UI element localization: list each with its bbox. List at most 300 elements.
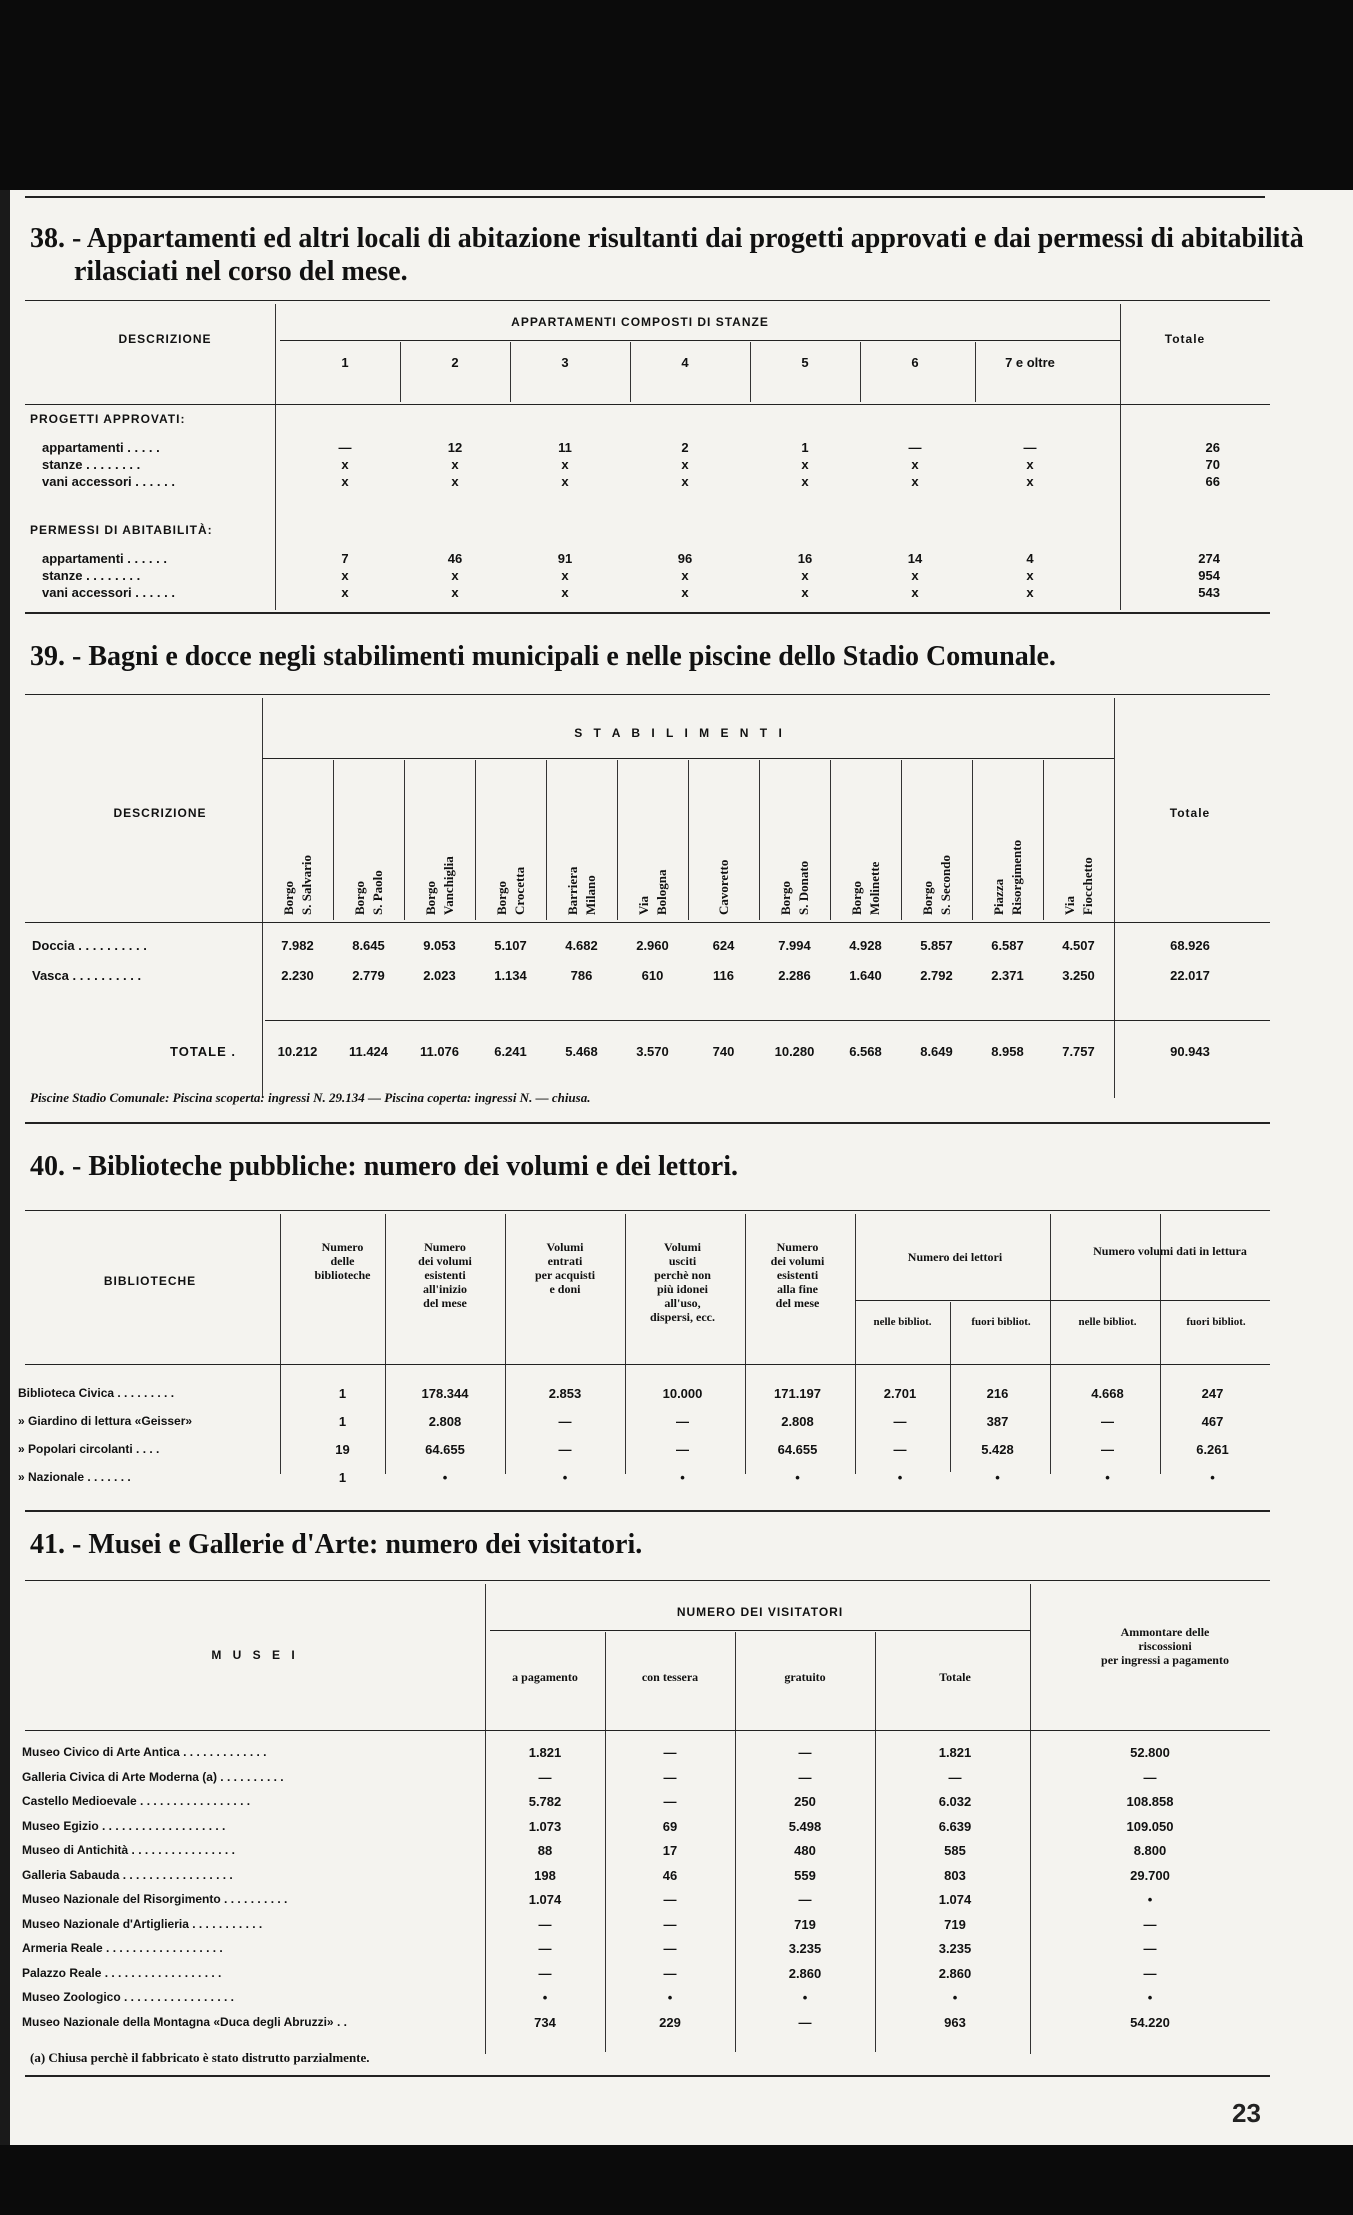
table-cell: x	[911, 474, 919, 489]
table-cell: 2.023	[423, 968, 456, 983]
volumes-lent-header: Numero volumi dati in lettura	[1093, 1244, 1247, 1258]
column-header-line: delle	[330, 1254, 355, 1268]
table-cell: 52.800	[1130, 1745, 1170, 1760]
table-cell: 5.498	[788, 1818, 822, 1834]
column-divider	[605, 1632, 606, 2052]
museums-header: M U S E I	[211, 1648, 299, 1662]
table-cell: —	[663, 1794, 677, 1809]
table-cell: 4.928	[849, 938, 882, 953]
column-header	[510, 1240, 620, 1296]
table-cell: 1.074	[528, 1892, 562, 1907]
table-cell: 2.286	[778, 968, 811, 983]
table-cell: •	[680, 1470, 685, 1485]
column-header-line: dei volumi	[418, 1254, 472, 1268]
table-cell: 12	[447, 440, 463, 455]
column-header	[688, 770, 759, 915]
table-cell: 2.808	[781, 1414, 814, 1429]
table-cell: 2	[681, 440, 689, 455]
column-header	[901, 770, 972, 915]
subheader-rule	[490, 1630, 1030, 1631]
column-divider	[1050, 1214, 1051, 1474]
section-38-bottom-rule	[25, 612, 1270, 614]
group-label: PERMESSI DI ABITABILITÀ:	[30, 523, 213, 537]
table-cell: 2.853	[548, 1386, 582, 1401]
total-cell: 954	[1198, 568, 1220, 583]
table-cell: x	[341, 457, 349, 472]
subheader-rule	[262, 758, 1114, 759]
table-cell: 16	[797, 551, 813, 566]
row-label: vani accessori . . . . . .	[42, 585, 175, 600]
section-39-header-rule	[25, 694, 1270, 695]
section-41-body-rule	[25, 1730, 1270, 1731]
table-cell: x	[451, 457, 459, 472]
column-header-line: Numero	[321, 1240, 364, 1254]
table-cell: 69	[662, 1818, 678, 1834]
column-header-line: Cavoretto	[715, 859, 731, 915]
section-39-note: Piscine Stadio Comunale: Piscina scoperta: ingressi N. 29.134 — Piscina coperta: ingressi N. — chiusa.	[30, 1090, 591, 1105]
row-label: Museo Zoologico . . . . . . . . . . . . . . . . .	[22, 1990, 235, 2004]
amount-header-line: per ingressi a pagamento	[1101, 1653, 1229, 1667]
row-label: Doccia . . . . . . . . . .	[32, 938, 147, 953]
column-header	[390, 1240, 500, 1310]
totals-cell: 5.468	[565, 1044, 598, 1059]
row-label: » Giardino di lettura «Geisser»	[18, 1414, 193, 1428]
row-label: » Popolari circolanti . . . .	[18, 1442, 160, 1456]
table-cell: x	[681, 568, 689, 583]
row-label: Museo Nazionale d'Artiglieria . . . . . . . . . . .	[22, 1916, 263, 1931]
column-header-line: Risorgimento	[1008, 839, 1024, 915]
readers-header: Numero dei lettori	[907, 1250, 1003, 1264]
table-cell: —	[663, 1892, 677, 1907]
subheader-rule	[855, 1300, 1270, 1301]
table-cell: x	[561, 568, 569, 583]
totals-label: TOTALE .	[170, 1044, 237, 1059]
table-cell: 229	[659, 2014, 681, 2030]
table-cell: 1	[338, 1470, 347, 1485]
left-dark-edge	[0, 190, 10, 2145]
table-cell: 585	[944, 1843, 966, 1858]
table-cell: •	[1210, 1470, 1215, 1485]
column-divider	[485, 1584, 486, 2054]
column-header	[630, 1240, 735, 1324]
amount-header-line: riscossioni	[1138, 1639, 1192, 1653]
table-cell: 1	[338, 1414, 347, 1429]
column-header-line: S. Salvario	[298, 855, 314, 915]
column-header	[546, 770, 617, 915]
column-header: a pagamento	[512, 1670, 578, 1684]
totals-cell: 3.570	[636, 1044, 669, 1059]
table-cell: —	[798, 1892, 812, 1907]
table-cell: 19	[335, 1442, 350, 1457]
column-header-line: all'inizio	[422, 1282, 467, 1296]
table-cell: 64.655	[777, 1442, 818, 1457]
table-cell: 91	[557, 551, 573, 566]
column-header: con tessera	[641, 1670, 699, 1684]
table-cell: —	[1143, 1941, 1157, 1956]
column-divider	[975, 342, 976, 402]
table-cell: —	[663, 1965, 677, 1981]
table-cell: x	[681, 585, 689, 600]
table-cell: 734	[534, 2014, 556, 2030]
column-header	[1043, 770, 1114, 915]
row-label: Armeria Reale . . . . . . . . . . . . . . . . . .	[22, 1941, 223, 1955]
table-cell: •	[995, 1470, 1000, 1485]
total-cell: 22.017	[1170, 968, 1210, 983]
table-cell: 4.682	[565, 938, 598, 953]
table-cell: —	[1143, 1769, 1157, 1785]
outside-library-header: fuori bibliot.	[971, 1316, 1031, 1328]
table-cell: x	[911, 585, 919, 600]
table-cell: •	[795, 1470, 800, 1485]
totals-cell: 8.649	[920, 1044, 953, 1059]
row-label: appartamenti . . . . .	[42, 440, 160, 455]
table-cell: —	[1101, 1442, 1114, 1457]
table-cell: 610	[641, 968, 664, 983]
table-cell: 803	[944, 1867, 966, 1883]
table-cell: 54.220	[1130, 2014, 1170, 2030]
table-cell: 7.982	[281, 938, 314, 953]
column-divider	[735, 1632, 736, 2052]
column-divider	[860, 342, 861, 402]
table-cell: x	[681, 474, 689, 489]
table-cell: 9.053	[423, 938, 456, 953]
section-41-bottom-rule	[25, 2075, 1270, 2077]
table-cell: 64.655	[425, 1442, 465, 1457]
table-cell: 2.230	[281, 968, 314, 983]
column-header-line: Borgo	[919, 881, 935, 915]
section-38-body-rule	[25, 404, 1270, 405]
table-cell: 216	[986, 1386, 1009, 1401]
row-label: Galleria Sabauda . . . . . . . . . . . . . . . . .	[22, 1867, 233, 1882]
table-cell: 1	[801, 440, 809, 455]
table-cell: 46	[662, 1867, 678, 1883]
column-header-line: Milano	[582, 875, 598, 915]
table-cell: —	[558, 1442, 572, 1457]
table-cell: —	[676, 1442, 689, 1457]
column-header-line: dispersi, ecc.	[650, 1310, 715, 1324]
table-cell: 3.250	[1062, 968, 1095, 983]
table-cell: 5.428	[981, 1442, 1014, 1457]
total-cell: 66	[1205, 474, 1220, 489]
table-cell: x	[801, 474, 809, 489]
column-header-line: dei volumi	[770, 1254, 825, 1268]
table-cell: 247	[1201, 1386, 1224, 1401]
column-divider	[875, 1632, 876, 2052]
table-cell: 2.808	[428, 1414, 462, 1429]
column-divider	[750, 342, 751, 402]
column-divider	[630, 342, 631, 402]
table-cell: 5.782	[528, 1794, 562, 1809]
table-cell: 467	[1201, 1414, 1224, 1429]
table-cell: 171.197	[774, 1386, 821, 1401]
column-header: 2	[451, 355, 459, 370]
table-cell: x	[451, 568, 459, 583]
section-39-bottom-rule	[25, 1122, 1270, 1124]
column-header-line: entrati	[547, 1254, 583, 1268]
top-rule	[25, 196, 1265, 198]
column-header-line: più idonei	[656, 1282, 709, 1296]
table-cell: 8.800	[1133, 1843, 1167, 1858]
table-cell: 2.701	[883, 1386, 917, 1401]
table-cell: x	[341, 474, 349, 489]
column-header-line: all'uso,	[664, 1296, 701, 1310]
column-header-line: Borgo	[848, 881, 864, 915]
column-header-line: Borgo	[422, 881, 438, 915]
description-header: DESCRIZIONE	[118, 332, 212, 346]
table-cell: 4	[1026, 551, 1034, 566]
column-header	[404, 770, 475, 915]
column-header-line: Borgo	[351, 881, 367, 915]
section-38-header-rule	[25, 300, 1270, 301]
table-cell: —	[338, 440, 352, 455]
section-40-title: 40. - Biblioteche pubbliche: numero dei volumi e dei lettori.	[30, 1151, 739, 1182]
table-cell: 7.994	[778, 938, 811, 953]
totals-cell: 7.757	[1062, 1044, 1095, 1059]
table-cell: 4.507	[1062, 938, 1095, 953]
section-38-title-line2: rilasciati nel corso del mese.	[74, 256, 408, 287]
totals-cell: 11.424	[348, 1044, 389, 1059]
column-header: gratuito	[784, 1670, 826, 1684]
total-cell: 70	[1205, 457, 1220, 472]
table-cell: x	[1026, 474, 1034, 489]
column-header-line: S. Secondo	[937, 855, 953, 915]
column-header-line: Borgo	[493, 881, 509, 915]
table-cell: 8.645	[352, 938, 385, 953]
row-label: Museo Nazionale del Risorgimento . . . . . . . . . .	[22, 1892, 288, 1906]
table-cell: x	[561, 457, 569, 472]
column-header-line: S. Donato	[795, 860, 811, 915]
in-library-header: nelle bibliot.	[1078, 1316, 1137, 1328]
table-cell: x	[451, 474, 459, 489]
row-label: Vasca . . . . . . . . . .	[32, 968, 142, 983]
row-label: Castello Medioevale . . . . . . . . . . . . . . . . .	[22, 1794, 251, 1808]
column-header: 6	[911, 355, 919, 370]
section-41-header-rule	[25, 1580, 1270, 1581]
totals-cell: 6.568	[849, 1044, 882, 1059]
section-39-title: 39. - Bagni e docce negli stabilimenti municipali e nelle piscine dello Stadio Comunale.	[30, 641, 1056, 672]
table-cell: •	[897, 1470, 903, 1485]
table-cell: 3.235	[788, 1941, 822, 1956]
totals-cell: 740	[712, 1044, 735, 1059]
table-cell: 6.032	[938, 1794, 972, 1809]
table-cell: —	[676, 1414, 689, 1429]
column-header	[475, 770, 546, 915]
table-cell: —	[798, 1769, 812, 1785]
row-label: appartamenti . . . . . .	[42, 551, 167, 566]
column-header	[759, 770, 830, 915]
table-cell: 387	[986, 1414, 1009, 1429]
table-cell: —	[558, 1414, 572, 1429]
table-cell: •	[1147, 1990, 1153, 2005]
table-cell: x	[341, 585, 349, 600]
description-header: DESCRIZIONE	[113, 806, 207, 820]
amount-header	[1060, 1625, 1270, 1667]
table-cell: •	[802, 1990, 808, 2005]
table-cell: 4.668	[1091, 1386, 1124, 1401]
table-cell: •	[542, 1990, 548, 2005]
column-header-line: usciti	[668, 1254, 697, 1268]
table-cell: •	[442, 1470, 448, 1485]
table-cell: x	[801, 568, 809, 583]
table-cell: 7	[341, 551, 349, 566]
column-header-line: esistenti	[424, 1268, 466, 1282]
table-cell: —	[663, 1941, 677, 1956]
table-cell: x	[561, 474, 569, 489]
column-header: 5	[801, 355, 809, 370]
page-number: 23	[1232, 2098, 1261, 2128]
column-header-line: Numero	[776, 1240, 819, 1254]
table-cell: —	[1143, 1965, 1157, 1981]
table-cell: —	[1143, 1916, 1157, 1932]
table-cell: 2.371	[991, 968, 1024, 983]
total-header: Totale	[1164, 332, 1206, 346]
column-header-line: Via	[1061, 895, 1077, 915]
in-library-header: nelle bibliot.	[873, 1316, 932, 1328]
table-cell: 96	[677, 551, 693, 566]
totals-cell: 10.280	[774, 1044, 815, 1059]
column-header-line: Borgo	[280, 881, 296, 915]
column-divider	[1030, 1584, 1031, 2054]
row-label: Palazzo Reale . . . . . . . . . . . . . . . . . .	[22, 1965, 222, 1980]
column-header	[262, 770, 333, 915]
table-cell: 88	[537, 1843, 553, 1858]
table-cell: —	[663, 1916, 677, 1932]
table-cell: 29.700	[1130, 1867, 1170, 1883]
row-label: Galleria Civica di Arte Moderna (a) . . . . . . . . . .	[22, 1769, 284, 1784]
column-divider	[505, 1214, 506, 1474]
table-cell: —	[663, 1769, 677, 1785]
total-cell: 26	[1205, 440, 1220, 455]
table-cell: 109.050	[1126, 1818, 1174, 1834]
row-label: » Nazionale . . . . . . .	[18, 1470, 131, 1484]
column-header-line: Borgo	[777, 881, 793, 915]
group-header: S T A B I L I M E N T I	[574, 726, 786, 740]
table-cell: —	[663, 1745, 677, 1760]
totals-cell: 11.076	[419, 1044, 460, 1059]
row-label: stanze . . . . . . . .	[42, 457, 141, 472]
table-cell: 1	[338, 1386, 347, 1401]
amount-header-line: Ammontare delle	[1120, 1625, 1210, 1639]
table-cell: x	[911, 457, 919, 472]
table-cell: 1.821	[528, 1745, 562, 1760]
column-header-line: e doni	[549, 1282, 581, 1296]
row-label: Museo Nazionale della Montagna «Duca degli Abruzzi» . .	[22, 2014, 347, 2029]
totals-cell: 6.241	[494, 1044, 527, 1059]
column-header-line: S. Paolo	[369, 870, 385, 915]
table-cell: 116	[713, 968, 734, 983]
table-cell: 198	[534, 1867, 556, 1883]
table-cell: •	[562, 1470, 568, 1485]
column-header-line: alla fine	[777, 1282, 818, 1296]
row-label: Biblioteca Civica . . . . . . . . .	[18, 1386, 175, 1400]
section-41-note: (a) Chiusa perchè il fabbricato è stato distrutto parzialmente.	[30, 2050, 370, 2065]
table-cell: •	[667, 1990, 673, 2005]
column-header-line: Barriera	[564, 866, 580, 915]
table-cell: 14	[907, 551, 923, 566]
section-40-bottom-rule	[25, 1510, 1270, 1512]
section-39-totals-rule	[265, 1020, 1270, 1021]
top-dark-border	[0, 0, 1353, 190]
table-cell: —	[538, 1965, 552, 1981]
column-header-line: Fiocchetto	[1079, 857, 1095, 915]
table-cell: 46	[447, 551, 463, 566]
column-divider	[855, 1214, 856, 1474]
row-label: Museo Civico di Arte Antica . . . . . . . . . . . . .	[22, 1745, 267, 1759]
column-header: 7 e oltre	[1005, 355, 1055, 370]
column-header-line: Piazza	[990, 878, 1006, 915]
libraries-header: BIBLIOTECHE	[103, 1274, 197, 1288]
totals-cell: 8.958	[991, 1044, 1024, 1059]
table-cell: x	[561, 585, 569, 600]
grand-total-cell: 90.943	[1170, 1044, 1210, 1059]
table-cell: —	[798, 2014, 812, 2030]
column-divider	[385, 1214, 386, 1474]
table-cell: 6.587	[991, 938, 1024, 953]
column-header-line: del mese	[423, 1296, 467, 1310]
table-cell: 480	[794, 1843, 816, 1858]
column-header-line: Via	[635, 895, 651, 915]
table-cell: 11	[558, 440, 572, 455]
column-header	[745, 1240, 850, 1310]
section-40-header-rule	[25, 1210, 1270, 1211]
column-header	[830, 770, 901, 915]
table-cell: 2.792	[920, 968, 953, 983]
column-header-line: biblioteche	[314, 1268, 371, 1282]
table-cell: x	[451, 585, 459, 600]
table-cell: 559	[794, 1867, 816, 1883]
table-cell: —	[893, 1442, 907, 1457]
table-cell: 1.074	[938, 1892, 972, 1907]
table-cell: —	[538, 1769, 552, 1785]
column-divider	[1120, 304, 1121, 610]
table-cell: 1.821	[938, 1745, 972, 1760]
section-39-body-rule	[25, 922, 1270, 923]
column-header-line: Volumi	[546, 1240, 584, 1254]
table-cell: •	[952, 1990, 958, 2005]
column-header	[300, 1240, 385, 1282]
section-40-body-rule	[25, 1364, 1270, 1365]
column-divider	[625, 1214, 626, 1474]
column-header: 1	[341, 355, 349, 370]
column-divider	[1114, 698, 1115, 1098]
table-cell: 719	[944, 1916, 966, 1932]
table-cell: 178.344	[421, 1386, 469, 1401]
subheader-rule	[280, 340, 1120, 341]
table-cell: 624	[712, 938, 735, 953]
column-header-line: Vanchiglia	[440, 856, 456, 915]
section-38-title: 38. - Appartamenti ed altri locali di abitazione risultanti dai progetti approvati e dai permessi di abitabilità	[30, 223, 1304, 254]
table-cell: 3.235	[938, 1941, 972, 1956]
column-header-line: perchè non	[654, 1268, 711, 1282]
table-cell: 17	[662, 1843, 678, 1858]
table-cell: 963	[944, 2014, 966, 2030]
table-cell: •	[1105, 1470, 1110, 1485]
visitors-group-header: NUMERO DEI VISITATORI	[676, 1605, 844, 1619]
column-header-line: esistenti	[776, 1268, 819, 1282]
table-cell: x	[341, 568, 349, 583]
column-header: 4	[681, 355, 689, 370]
table-cell: 719	[794, 1916, 816, 1932]
table-cell: —	[893, 1414, 907, 1429]
table-cell: 10.000	[662, 1386, 703, 1401]
table-cell: •	[1147, 1892, 1153, 1907]
total-cell: 68.926	[1170, 938, 1210, 953]
table-cell: 5.857	[920, 938, 953, 953]
column-header-line: per acquisti	[534, 1268, 596, 1282]
table-cell: —	[908, 440, 922, 455]
table-cell: 1.640	[849, 968, 882, 983]
total-cell: 274	[1198, 551, 1220, 566]
